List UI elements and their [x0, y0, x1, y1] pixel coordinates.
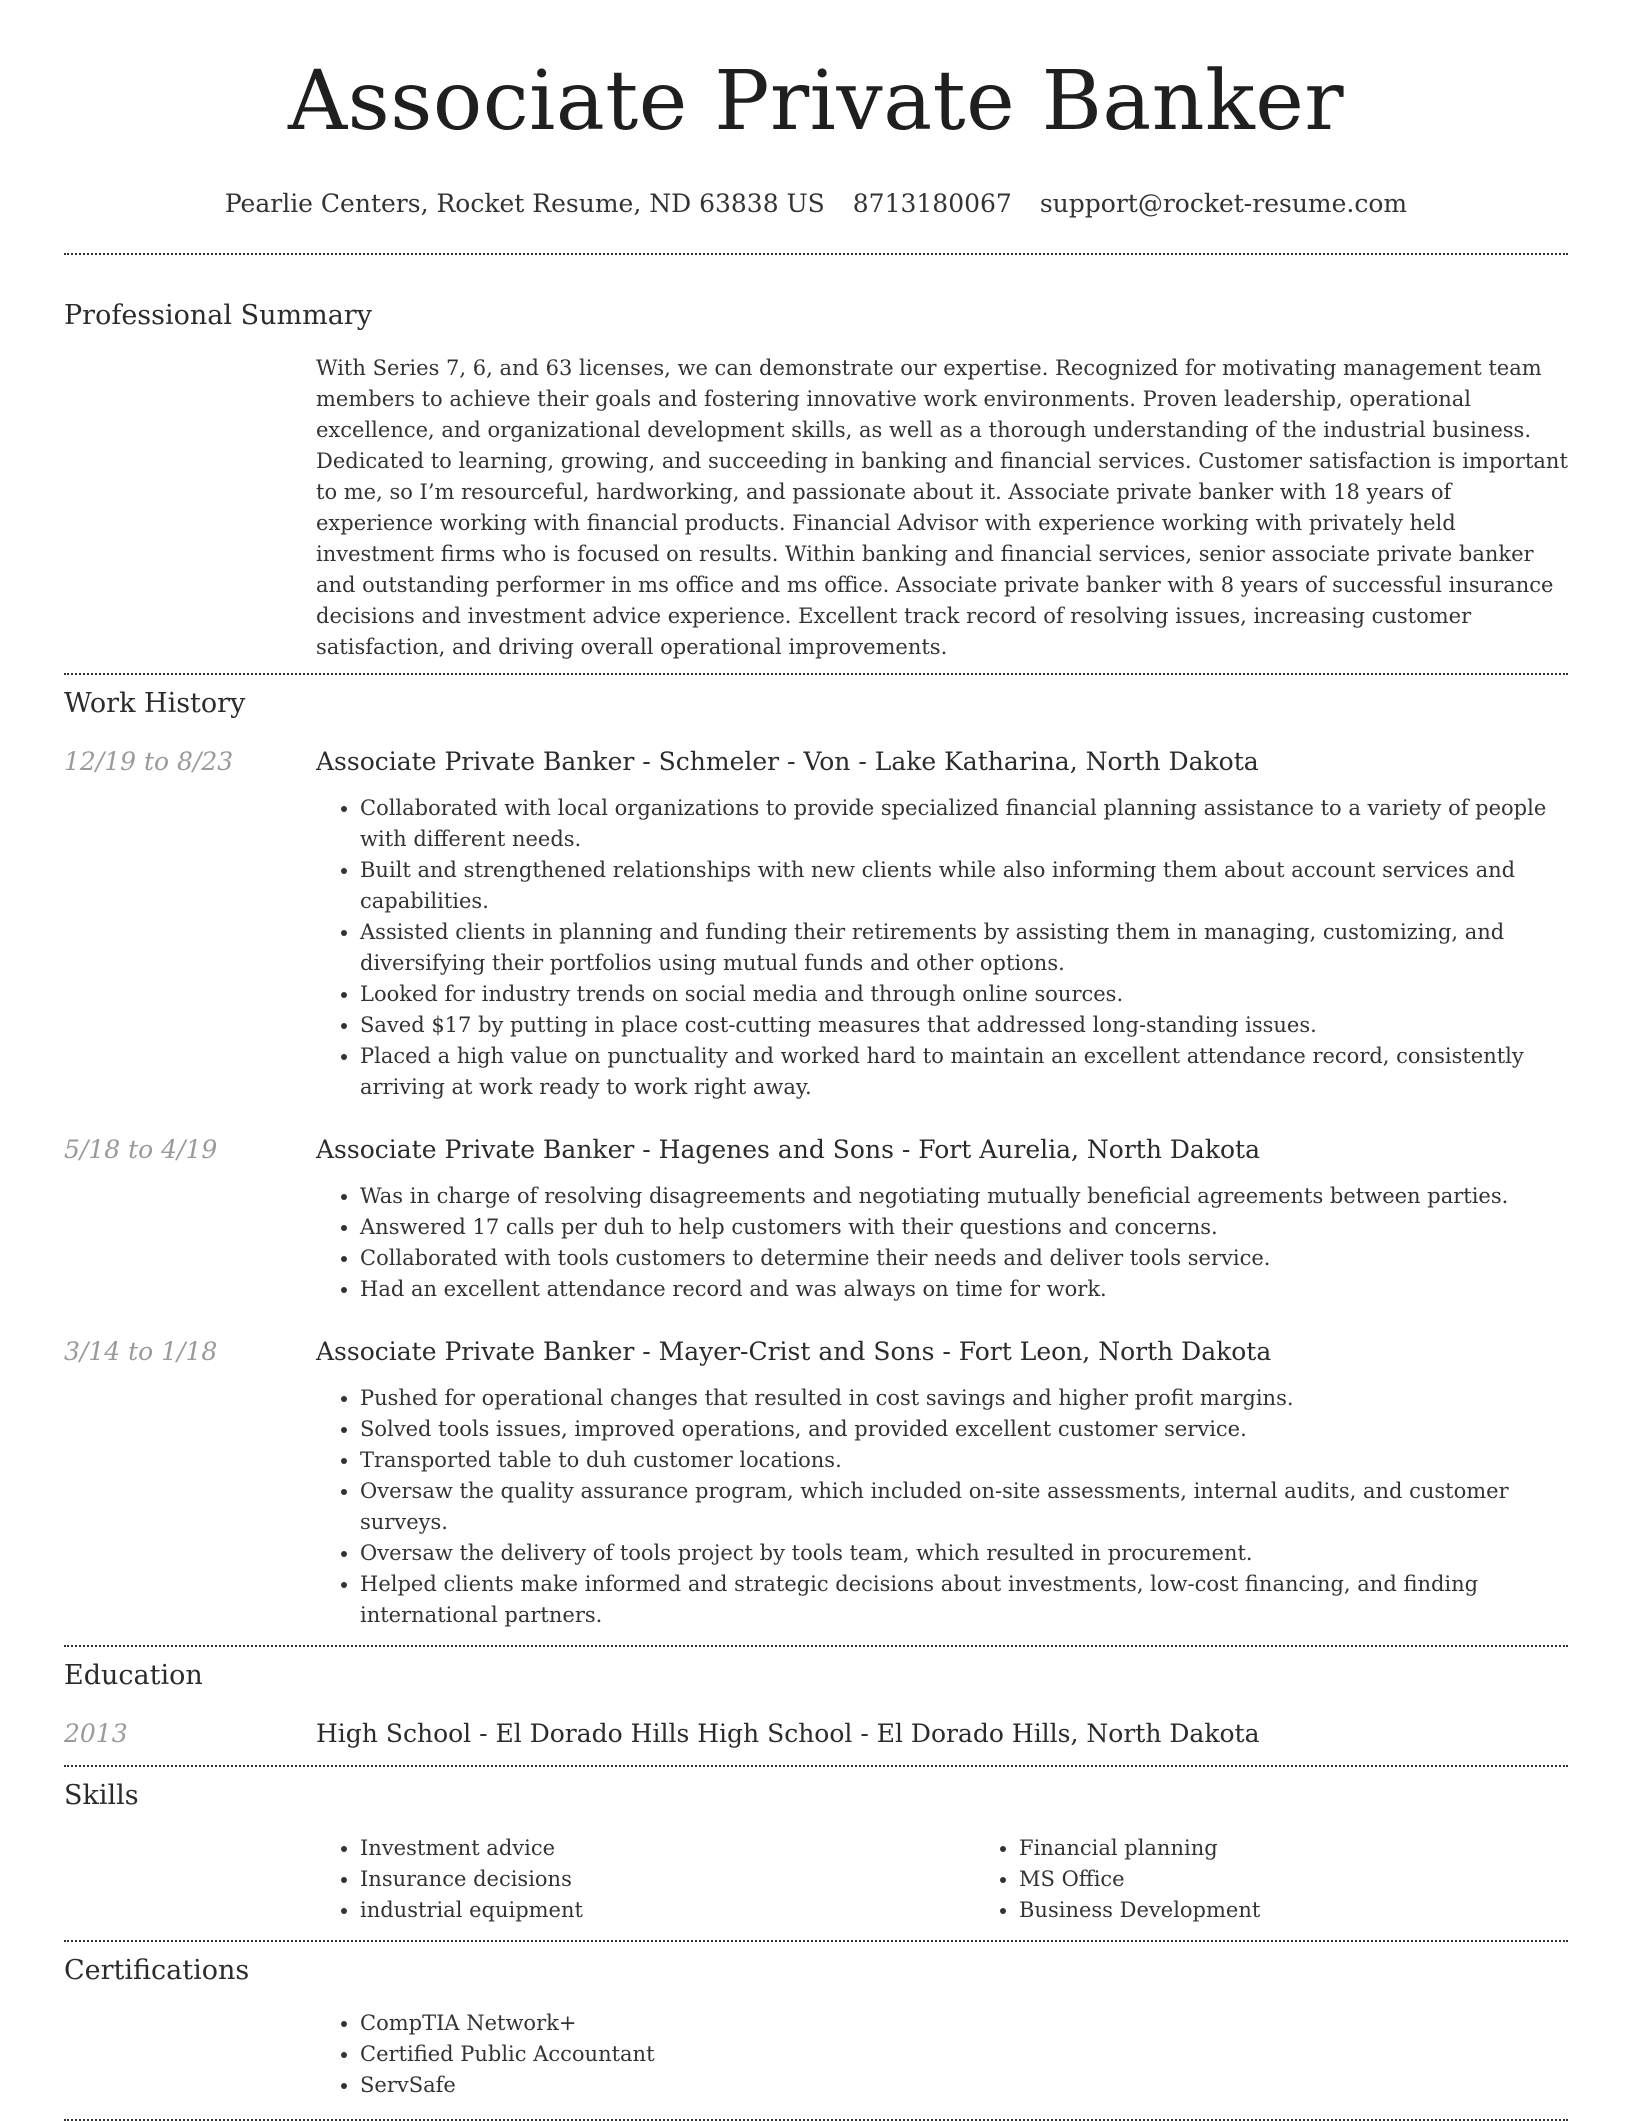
job-bullet: • Assisted clients in planning and funding their retirements by assisting them in managing, customizing, and diversifying their portfolios using mutual funds and other options. — [360, 917, 1568, 979]
section-title-education: Education — [64, 1660, 203, 1691]
job-date: 12/19 to 8/23 — [64, 747, 234, 776]
divider — [64, 1765, 1568, 1767]
skill-item: • Insurance decisions — [360, 1864, 975, 1895]
summary-text: With Series 7, 6, and 63 licenses, we can demonstrate our expertise. Recognized for motivating management team members to achieve their goals and fostering innovative work environments. Proven leadership, operational excellence, and organizational development skills, as well as a thorough understanding of the industrial business. Dedicated to learning, growing, and succeeding in banking and financial services. Customer satisfaction is important to me, so I’m resourceful, hardworking, and passionate about it. Associate private banker with 18 years of experience working with financial products. Financial Advisor with experience working with privately held investment firms who is focused on results. Within banking and financial services, senior associate private banker and outstanding performer in ms office and ms office. Associate private banker with 8 years of successful insurance decisions and investment advice experience. Excellent track record of resolving issues, increasing customer satisfaction, and driving overall operational improvements. — [316, 356, 1568, 659]
job-title: Associate Private Banker - Schmeler - Von - Lake Katharina, North Dakota — [316, 747, 1259, 776]
job-date: 5/18 to 4/19 — [64, 1135, 218, 1164]
job-bullet: • Collaborated with local organizations to provide specialized financial planning assistance to a variety of people with different needs. — [360, 793, 1568, 855]
contact-email: support@rocket-resume.com — [1039, 189, 1408, 218]
job-bullet: • Solved tools issues, improved operations, and provided excellent customer service. — [360, 1414, 1568, 1445]
education-section — [64, 1659, 1568, 1751]
work-history-section — [64, 687, 1568, 1631]
education-date: 2013 — [64, 1719, 128, 1748]
job-entry — [64, 745, 1568, 1103]
certification-item: • CompTIA Network+ — [360, 2008, 1568, 2039]
job-bullets — [316, 1383, 1568, 1631]
job-title: Associate Private Banker - Mayer-Crist and Sons - Fort Leon, North Dakota — [316, 1337, 1272, 1366]
divider — [64, 1940, 1568, 1942]
job-bullet: • Pushed for operational changes that resulted in cost savings and higher profit margins. — [360, 1383, 1568, 1414]
job-title: Associate Private Banker - Hagenes and Sons - Fort Aurelia, North Dakota — [316, 1135, 1260, 1164]
job-bullet: • Built and strengthened relationships with new clients while also informing them about account services and capabilities. — [360, 855, 1568, 917]
divider — [64, 1645, 1568, 1647]
job-bullet: • Oversaw the delivery of tools project by tools team, which resulted in procurement. — [360, 1538, 1568, 1569]
divider — [64, 673, 1568, 675]
contact-phone: 8713180067 — [852, 189, 1012, 218]
skill-item: • Investment advice — [360, 1833, 975, 1864]
contact-line — [64, 188, 1568, 220]
certifications-list — [316, 2008, 1568, 2101]
skills-list-left — [316, 1833, 975, 1926]
job-bullet: • Oversaw the quality assurance program, which included on-site assessments, internal audits, and customer surveys. — [360, 1476, 1568, 1538]
skill-item: • MS Office — [1019, 1864, 1632, 1895]
certifications-section — [64, 1954, 1568, 2101]
job-bullet: • Answered 17 calls per duh to help customers with their questions and concerns. — [360, 1212, 1568, 1243]
job-bullets — [316, 793, 1568, 1103]
job-entry — [64, 1133, 1568, 1305]
job-bullet: • Transported table to duh customer locations. — [360, 1445, 1568, 1476]
section-title-summary: Professional Summary — [64, 300, 372, 331]
section-title-skills: Skills — [64, 1780, 139, 1811]
job-bullet: • Was in charge of resolving disagreements and negotiating mutually beneficial agreements between parties. — [360, 1181, 1568, 1212]
job-bullets — [316, 1181, 1568, 1305]
section-title-work-history: Work History — [64, 688, 246, 719]
job-bullet: • Helped clients make informed and strategic decisions about investments, low-cost financing, and finding international partners. — [360, 1569, 1568, 1631]
skill-item: • Financial planning — [1019, 1833, 1632, 1864]
job-bullet: • Collaborated with tools customers to determine their needs and deliver tools service. — [360, 1243, 1568, 1274]
job-entry — [64, 1335, 1568, 1631]
certification-item: • Certified Public Accountant — [360, 2039, 1568, 2070]
education-entry: High School - El Dorado Hills High School - El Dorado Hills, North Dakota — [316, 1719, 1260, 1748]
skill-item: • Business Development — [1019, 1895, 1632, 1926]
divider — [64, 253, 1568, 255]
skills-section — [64, 1779, 1568, 1926]
skills-list-right — [975, 1833, 1632, 1926]
job-bullet: • Looked for industry trends on social media and through online sources. — [360, 979, 1568, 1010]
job-bullet: • Saved $17 by putting in place cost-cutting measures that addressed long-standing issues. — [360, 1010, 1568, 1041]
certification-item: • ServSafe — [360, 2070, 1568, 2101]
contact-address: Pearlie Centers, Rocket Resume, ND 63838 US — [224, 189, 825, 218]
section-title-certifications: Certifications — [64, 1955, 250, 1986]
summary-section — [64, 299, 1568, 663]
job-date: 3/14 to 1/18 — [64, 1337, 218, 1366]
candidate-name: Associate Private Banker — [287, 54, 1345, 149]
skill-item: • industrial equipment — [360, 1895, 975, 1926]
job-bullet: • Had an excellent attendance record and was always on time for work. — [360, 1274, 1568, 1305]
job-bullet: • Placed a high value on punctuality and worked hard to maintain an excellent attendance record, consistently arriving at work ready to work right away. — [360, 1041, 1568, 1103]
